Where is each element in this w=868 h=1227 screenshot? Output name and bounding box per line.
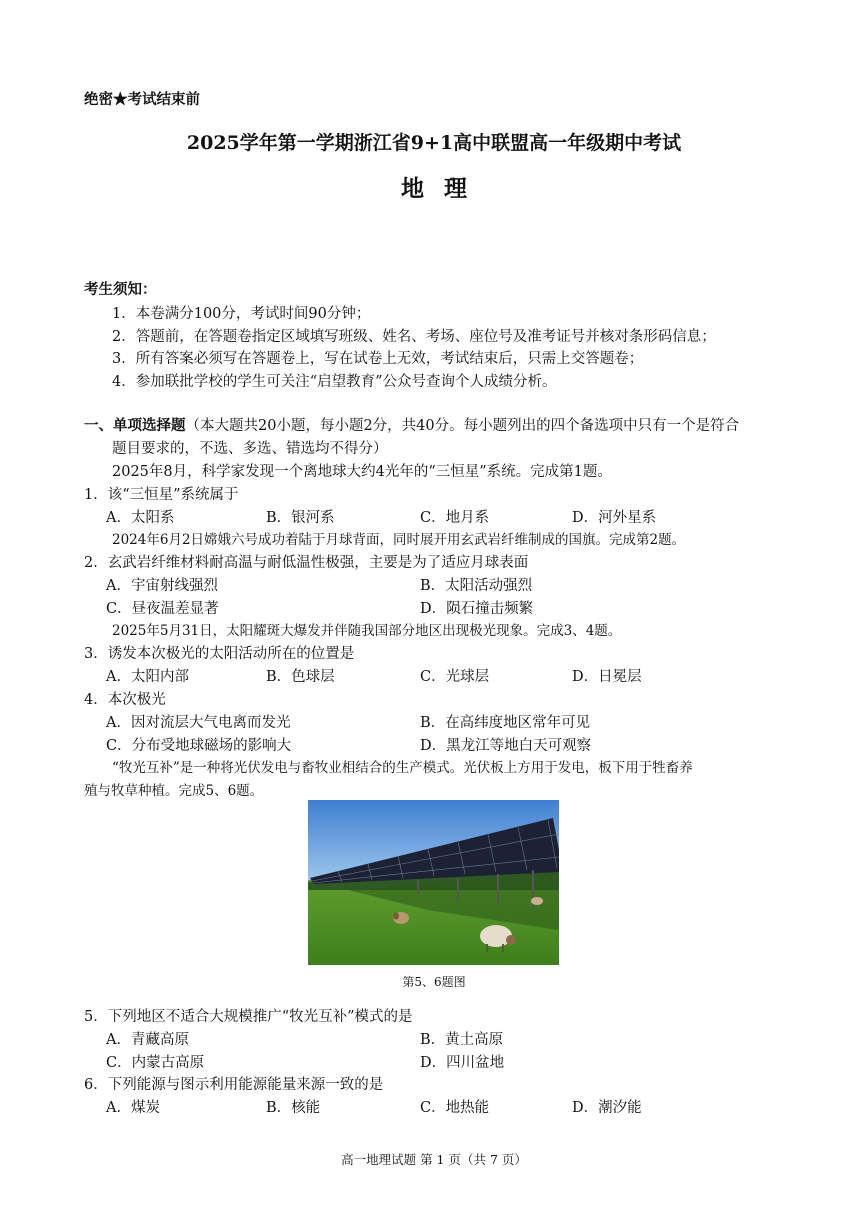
q6-option-d: D．潮汐能 <box>572 1100 642 1116</box>
material-4: “牧光互补”是一种将光伏发电与畜牧业相结合的生产模式。光伏板上方用于发电，板下用于牲畜养 <box>112 760 693 776</box>
question-3-stem: 3．诱发本次极光的太阳活动所在的位置是 <box>84 646 355 662</box>
question-5-stem: 5．下列地区不适合大规模推广“牧光互补”模式的是 <box>84 1009 413 1025</box>
q2-option-b: B．太阳活动强烈 <box>420 578 533 594</box>
notice-heading: 考生须知： <box>84 281 157 298</box>
q5-option-c: C．内蒙古高原 <box>106 1055 205 1071</box>
material-2: 2024年6月2日嫦娥六号成功着陆于月球背面，同时展开用玄武岩纤维制成的国旗。完成第2题。 <box>112 532 686 548</box>
q6-option-b: B．核能 <box>266 1100 321 1116</box>
q4-option-a: A．因对流层大气电离而发光 <box>106 715 291 731</box>
material-1: 2025年8月，科学家发现一个离地球大约4光年的“三恒星”系统。完成第1题。 <box>112 464 612 480</box>
q6-option-a: A．煤炭 <box>106 1100 160 1116</box>
subject-title: 地理 <box>401 175 487 202</box>
q3-option-a: A．太阳内部 <box>106 669 189 685</box>
q3-option-b: B．色球层 <box>266 669 335 685</box>
q3-option-d: D．日冕层 <box>572 669 642 685</box>
q5-option-a: A．青藏高原 <box>106 1032 189 1048</box>
section-intro-text: （本大题共20小题，每小题2分，共40分。每小题列出的四个备选项中只有一个是符合 <box>185 418 740 434</box>
q2-option-c: C．昼夜温差显著 <box>106 601 219 617</box>
section-intro-cont: 题目要求的，不选、多选、错选均不得分） <box>112 441 388 457</box>
q1-option-c: C．地月系 <box>420 510 490 526</box>
material-4-cont: 殖与牧草种植。完成5、6题。 <box>84 783 264 799</box>
page-footer: 高一地理试题 第 1 页（共 7 页） <box>341 1152 527 1167</box>
q5-option-b: B．黄土高原 <box>420 1032 504 1048</box>
q6-option-c: C．地热能 <box>420 1100 490 1116</box>
question-1-stem: 1．该“三恒星”系统属于 <box>84 487 239 503</box>
q4-option-d: D．黑龙江等地白天可观察 <box>420 738 592 754</box>
q4-option-b: B．在高纬度地区常年可见 <box>420 715 591 731</box>
notice-item: 1．本卷满分100分，考试时间90分钟； <box>112 306 371 322</box>
notice-item: 3．所有答案必须写在答题卷上，写在试卷上无效，考试结束后，只需上交答题卷； <box>112 351 644 367</box>
q1-option-a: A．太阳系 <box>106 510 175 526</box>
exam-title: 2025学年第一学期浙江省9+1高中联盟高一年级期中考试 <box>186 132 682 154</box>
section-intro <box>84 414 739 435</box>
solar-grazing-photo <box>308 800 559 965</box>
notice-item: 4．参加联批学校的学生可关注“启望教育”公众号查询个人成绩分析。 <box>112 374 557 390</box>
q1-option-d: D．河外星系 <box>572 510 657 526</box>
q5-option-d: D．四川盆地 <box>420 1055 505 1071</box>
material-3: 2025年5月31日，太阳耀斑大爆发并伴随我国部分地区出现极光现象。完成3、4题。 <box>112 623 622 639</box>
confidential-label: 绝密★考试结束前 <box>84 91 200 108</box>
q3-option-c: C．光球层 <box>420 669 490 685</box>
section-label: 一、单项选择题 <box>84 417 186 434</box>
q1-option-b: B．银河系 <box>266 510 335 526</box>
notice-item: 2．答题前，在答题卷指定区域填写班级、姓名、考场、座位号及准考证号并核对条形码信息； <box>112 329 716 345</box>
question-4-stem: 4．本次极光 <box>84 692 166 708</box>
q2-option-d: D．陨石撞击频繁 <box>420 601 534 617</box>
question-2-stem: 2．玄武岩纤维材料耐高温与耐低温性极强，主要是为了适应月球表面 <box>84 555 529 571</box>
q4-option-c: C．分布受地球磁场的影响大 <box>106 738 292 754</box>
figure-caption: 第5、6题图 <box>402 975 466 989</box>
q2-option-a: A．宇宙射线强烈 <box>106 578 218 594</box>
question-6-stem: 6．下列能源与图示利用能源能量来源一致的是 <box>84 1077 384 1093</box>
